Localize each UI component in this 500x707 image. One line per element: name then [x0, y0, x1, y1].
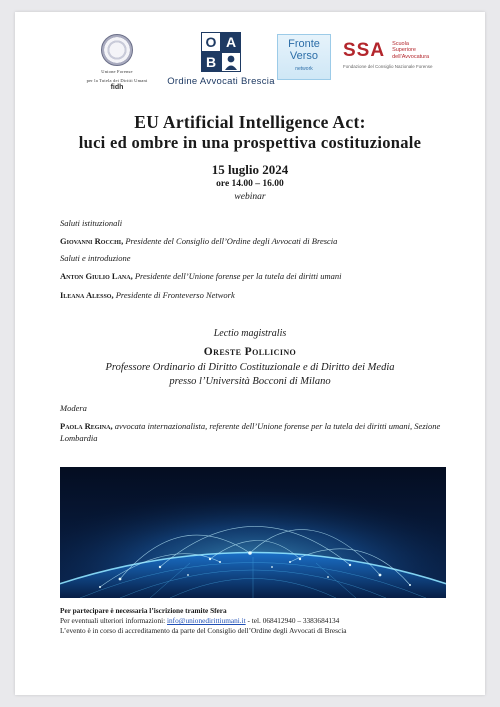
- network-globe-image: [60, 467, 446, 598]
- rocchi-name: Giovanni Rocchi,: [60, 236, 124, 246]
- event-format: webinar: [234, 192, 266, 202]
- section-saluti-introduzione: Saluti e introduzione: [60, 253, 131, 263]
- oab-cell-o: O: [201, 32, 221, 52]
- alesso-role: Presidente di Fronteverso Network: [115, 290, 235, 300]
- seal-icon: [101, 34, 133, 66]
- fronteverso-line1: Fronte: [288, 38, 320, 50]
- speaker-name: Oreste Pollicino: [203, 346, 297, 358]
- speaker-role-line1: Professore Ordinario di Diritto Costituzionale e di Diritto dei Media: [105, 362, 395, 373]
- flyer-page: [15, 12, 485, 695]
- info-label: Per eventuali ulteriori informazioni:: [60, 616, 166, 625]
- event-date: 15 luglio 2024: [211, 162, 289, 177]
- ordine-avvocati-brescia-logo: [165, 32, 277, 87]
- fronteverso-line3: network: [295, 66, 313, 72]
- globe-network-illustration: [60, 467, 446, 598]
- alesso-name: Ileana Alesso,: [60, 290, 114, 300]
- info-line: [60, 616, 339, 625]
- lana-line: [60, 271, 460, 281]
- ssa-side-text: [392, 41, 429, 60]
- rocchi-line: [60, 236, 460, 246]
- ssa-side1: Scuola: [392, 41, 409, 47]
- event-hours: ore 14.00 – 16.00: [216, 179, 284, 189]
- email-link[interactable]: info@unionedirittiumani.it: [167, 616, 246, 625]
- phone-numbers: - tel. 068412940 – 3383684134: [247, 616, 340, 625]
- section-modera: Modera: [60, 403, 87, 413]
- unione-logo-line1: Unione Forense: [101, 69, 133, 74]
- event-title-line2: luci ed ombre in una prospettiva costituzionale: [78, 133, 422, 152]
- section-saluti-istituzionali: Saluti istituzionali: [60, 218, 123, 228]
- lana-role: Presidente dell’Unione forense per la tutela dei diritti umani: [134, 271, 342, 281]
- speaker-role-line2: presso l’Università Bocconi di Milano: [169, 376, 331, 387]
- alesso-line: [60, 290, 460, 300]
- unione-logo-line2: per la Tutela dei Diritti Umani: [86, 77, 148, 83]
- logo-bar: [15, 32, 485, 110]
- ssa-side2: Superiore: [392, 47, 416, 54]
- event-title-line1: EU Artificial Intelligence Act:: [134, 112, 366, 132]
- oab-cell-b: B: [201, 52, 221, 72]
- fidh-mark: fidh: [110, 84, 124, 91]
- regina-line: [60, 421, 460, 444]
- oab-name: Ordine Avvocati Brescia: [167, 76, 275, 87]
- fronteverso-logo: [277, 34, 331, 80]
- regina-name: Paola Regina,: [60, 421, 113, 431]
- regina-role: avvocata internazionalista, referente dell’Unione forense per la tutela dei diritti umani, Sezione Lombardia: [60, 421, 441, 443]
- ssa-mark: SSA: [343, 40, 386, 61]
- rocchi-role: Presidente del Consiglio dell’Ordine degli Avvocati di Brescia: [125, 236, 338, 246]
- lana-name: Anton Giulio Lana,: [60, 271, 133, 281]
- ssa-logo: [343, 40, 453, 69]
- registration-note: Per partecipare è necessaria l’iscrizione tramite Sfera: [60, 606, 227, 615]
- oab-cell-portrait: [221, 52, 241, 72]
- lectio-heading: Lectio magistralis: [213, 328, 287, 339]
- oab-cell-a: A: [221, 32, 241, 52]
- accreditation-note: L’evento è in corso di accreditamento da parte del Consiglio dell’Ordine degli Avvocati di Brescia: [60, 626, 347, 635]
- ssa-side3: dell'Avvocatura: [392, 53, 430, 60]
- oab-grid-icon: [201, 32, 241, 72]
- portrait-icon: [224, 54, 238, 70]
- fronteverso-line2: Verso: [289, 50, 319, 62]
- ssa-subtitle: Fondazione del Consiglio Nazionale Forense: [343, 64, 433, 69]
- unione-forense-logo: [77, 34, 157, 91]
